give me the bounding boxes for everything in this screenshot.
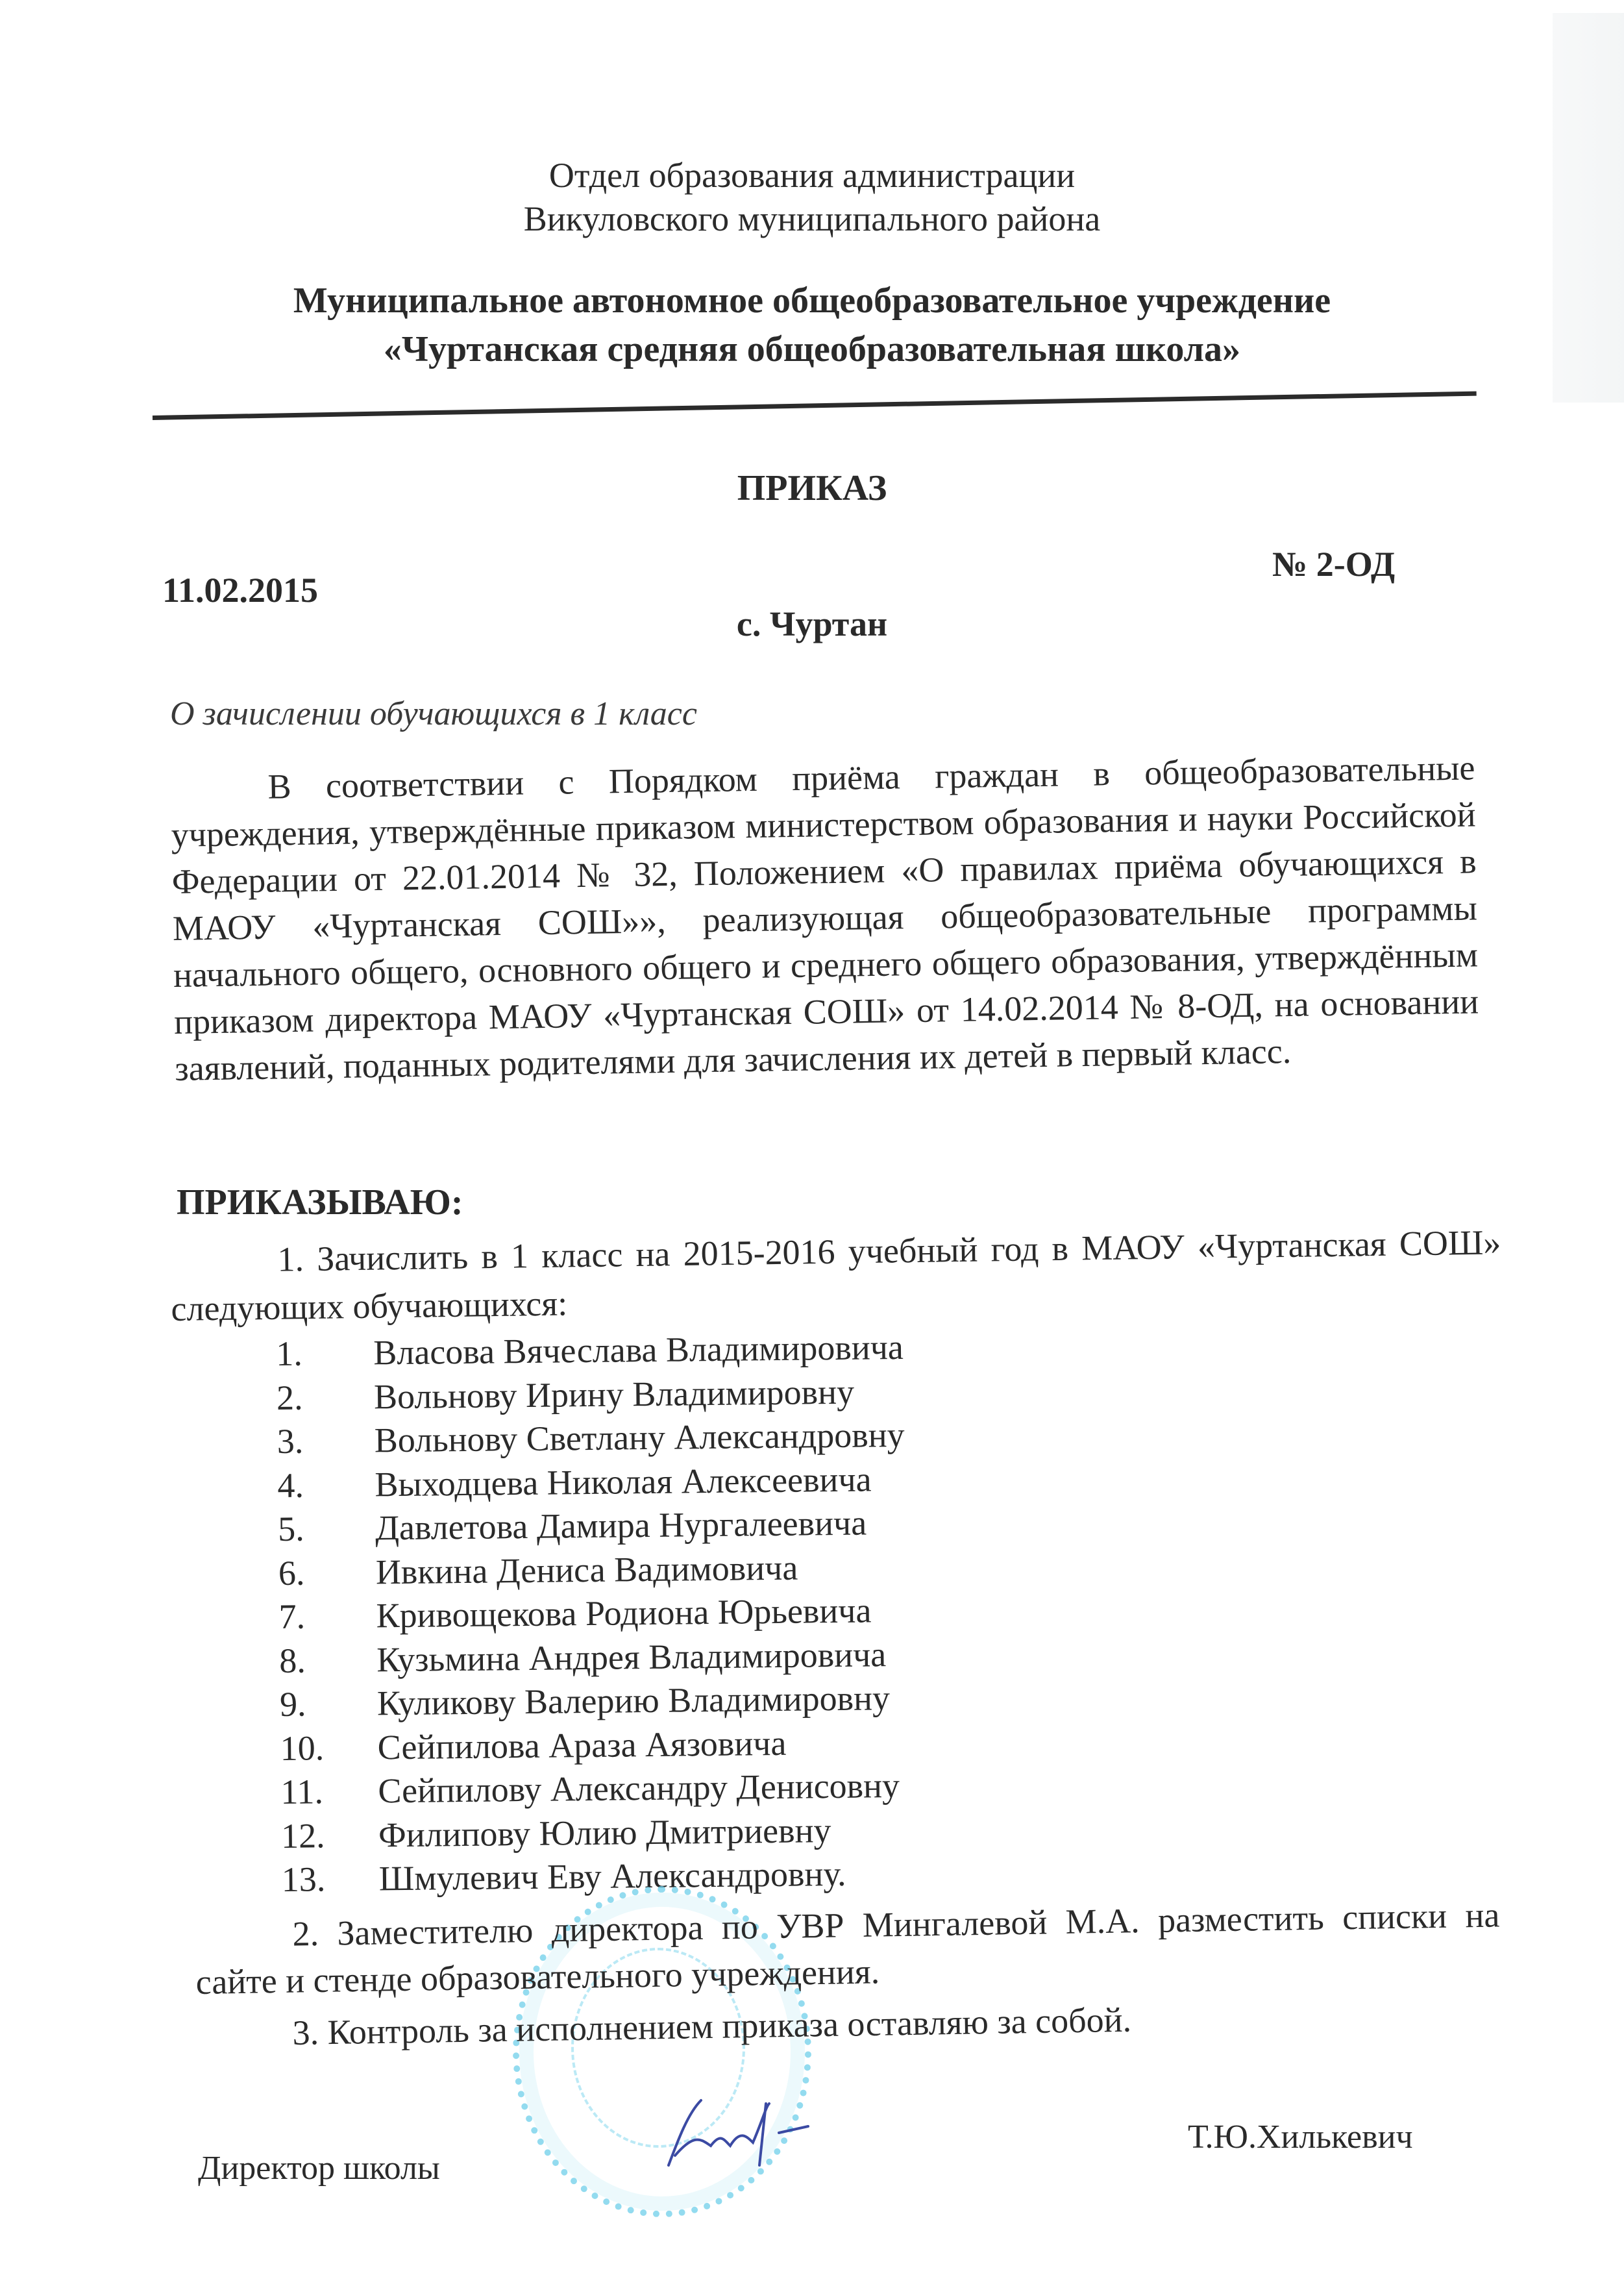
department-line-2: Викуловского муниципального района [523,199,1101,238]
document-place: с. Чуртан [736,604,888,643]
order-heading: ПРИКАЗЫВАЮ: [177,1182,463,1223]
list-item: 2. Вольнову Ирину Владимировну [277,1369,904,1420]
students-list [276,1326,909,1902]
student-name: Куликову Валерию Владимировну [376,1678,891,1723]
student-name: Вольнову Ирину Владимировну [373,1372,855,1416]
clause-2: 2. Заместителю директора по УВР Мингалевой М.А. разместить списки на сайте и стенде образовательного учреждения. [195,1895,1500,2002]
department-line-1: Отдел образования администрации [548,156,1076,195]
document-subject: О зачислении обучающихся в 1 класс [170,695,697,732]
student-name: Кузьмина Андрея Владимировича [376,1634,887,1679]
clause-1: 1. Зачислить в 1 класс на 2015-2016 учебный год в МАОУ «Чуртанская СОШ» следующих обучающихся: [171,1223,1501,1328]
list-item: 6. Ивкина Дениса Вадимовича [278,1545,906,1595]
list-item: 11. Сейпилову Александру Денисовну [280,1764,908,1815]
document-date: 11.02.2015 [162,571,319,610]
school-name-line-2: «Чуртанская средняя общеобразовательная школа» [383,329,1241,369]
student-name: Шмулевич Еву Александровну. [378,1854,846,1898]
list-item: 12. Филипову Юлию Дмитриевну [281,1808,909,1858]
list-item: 4. Выходцева Николая Алексеевича [277,1457,905,1508]
handwritten-signature-icon [649,2094,818,2172]
student-name: Давлетова Дамира Нургалеевича [375,1503,867,1548]
header-divider [153,392,1477,420]
student-name: Вольнову Светлану Александровну [374,1415,905,1460]
student-name: Кривощекова Родиона Юрьевича [376,1591,872,1635]
student-name: Сейпилова Араза Аязовича [377,1723,787,1767]
list-item: 10. Сейпилова Араза Аязовича [280,1720,907,1771]
signatory-name: Т.Ю.Хилькевич [1188,2119,1413,2156]
clause-3: 3. Контроль за исполнением приказа оставляю за собой. [292,2000,1132,2052]
document-title: ПРИКАЗ [737,468,887,508]
list-item: 3. Вольнову Светлану Александровну [277,1413,904,1464]
student-name: Выходцева Николая Алексеевича [375,1459,872,1504]
student-name: Власова Вячеслава Владимировича [373,1327,904,1373]
list-item: 1. Власова Вячеслава Владимировича [276,1326,904,1376]
list-item: 8. Кузьмина Андрея Владимировича [279,1632,907,1683]
list-item: 5. Давлетова Дамира Нургалеевича [278,1501,905,1552]
preamble-paragraph: В соответствии с Порядком приёма граждан в общеобразовательные учреждения, утверждённые приказом министерством образования и науки Российской Федерации от 22.01.2014 № 32, Положением «О правилах приёма обучающихся в МАОУ «Чуртанская СОШ»», реализующая общеобразовательные программы начального общего, основного общего и среднего общего образования, утверждённым приказом директора МАОУ «Чуртанская СОШ» от 14.02.2014 № 8-ОД, на основании заявлений, поданных родителями для зачисления их детей в первый класс. [171,748,1479,1088]
list-item: 9. Куликову Валерию Владимировну [280,1676,907,1727]
student-name: Филипову Юлию Дмитриевну [378,1810,831,1854]
student-name: Сейпилову Александру Денисовну [378,1765,900,1811]
school-name-line-1: Муниципальное автономное общеобразовательное учреждение [293,280,1331,321]
document-number: № 2-ОД [1272,545,1396,584]
list-item: 13. Шмулевич Еву Александровну. [281,1852,909,1902]
list-item: 7. Кривощекова Родиона Юрьевича [278,1589,906,1639]
signatory-position: Директор школы [198,2150,440,2187]
student-name: Ивкина Дениса Вадимовича [375,1548,798,1591]
